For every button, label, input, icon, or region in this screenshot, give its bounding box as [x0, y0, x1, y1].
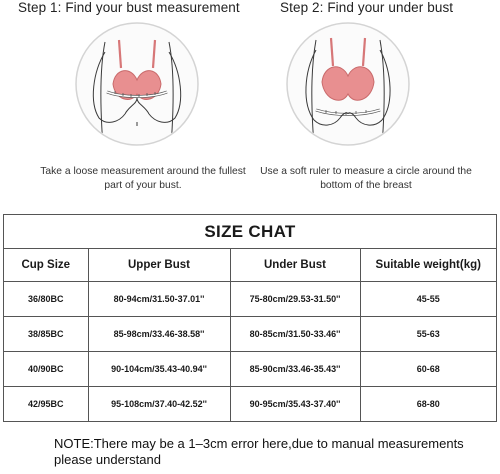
size-chart-title: SIZE CHAT — [4, 215, 496, 249]
step2-caption: Use a soft ruler to measure a circle around the bottom of the breast — [260, 166, 472, 191]
cell-weight: 60-68 — [360, 352, 496, 387]
cell-upper-bust: 85-98cm/33.46-38.58'' — [88, 317, 230, 352]
cell-under-bust: 90-95cm/35.43-37.40'' — [230, 387, 360, 422]
cell-cup-size: 40/90BC — [4, 352, 88, 387]
table-row — [4, 282, 496, 317]
cell-weight: 55-63 — [360, 317, 496, 352]
measurement-note: NOTE:There may be a 1–3cm error here,due to manual measurements please understand — [54, 436, 464, 467]
cell-cup-size: 38/85BC — [4, 317, 88, 352]
cell-upper-bust: 95-108cm/37.40-42.52'' — [88, 387, 230, 422]
table-row — [4, 352, 496, 387]
cell-under-bust: 80-85cm/31.50-33.46'' — [230, 317, 360, 352]
header-upper-bust: Upper Bust — [88, 249, 230, 282]
cell-under-bust: 85-90cm/33.46-35.43'' — [230, 352, 360, 387]
step2-title: Step 2: Find your under bust — [280, 0, 454, 15]
header-suitable-weight: Suitable weight(kg) — [360, 249, 496, 282]
step1-caption: Take a loose measurement around the fullest part of your bust. — [40, 166, 246, 191]
table-header-row — [4, 249, 496, 282]
cell-weight: 45-55 — [360, 282, 496, 317]
header-under-bust: Under Bust — [230, 249, 360, 282]
underbust-measurement-illustration — [286, 22, 410, 146]
size-chart-table — [3, 214, 497, 422]
cell-upper-bust: 80-94cm/31.50-37.01'' — [88, 282, 230, 317]
cell-under-bust: 75-80cm/29.53-31.50'' — [230, 282, 360, 317]
step1-title: Step 1: Find your bust measurement — [18, 0, 240, 15]
cell-cup-size: 42/95BC — [4, 387, 88, 422]
header-cup-size: Cup Size — [4, 249, 88, 282]
table-row — [4, 387, 496, 422]
cell-weight: 68-80 — [416, 399, 440, 409]
size-table — [4, 249, 496, 421]
table-row — [4, 317, 496, 352]
cell-cup-size: 36/80BC — [4, 282, 88, 317]
cell-upper-bust: 90-104cm/35.43-40.94'' — [88, 352, 230, 387]
bust-measurement-illustration — [75, 22, 199, 146]
